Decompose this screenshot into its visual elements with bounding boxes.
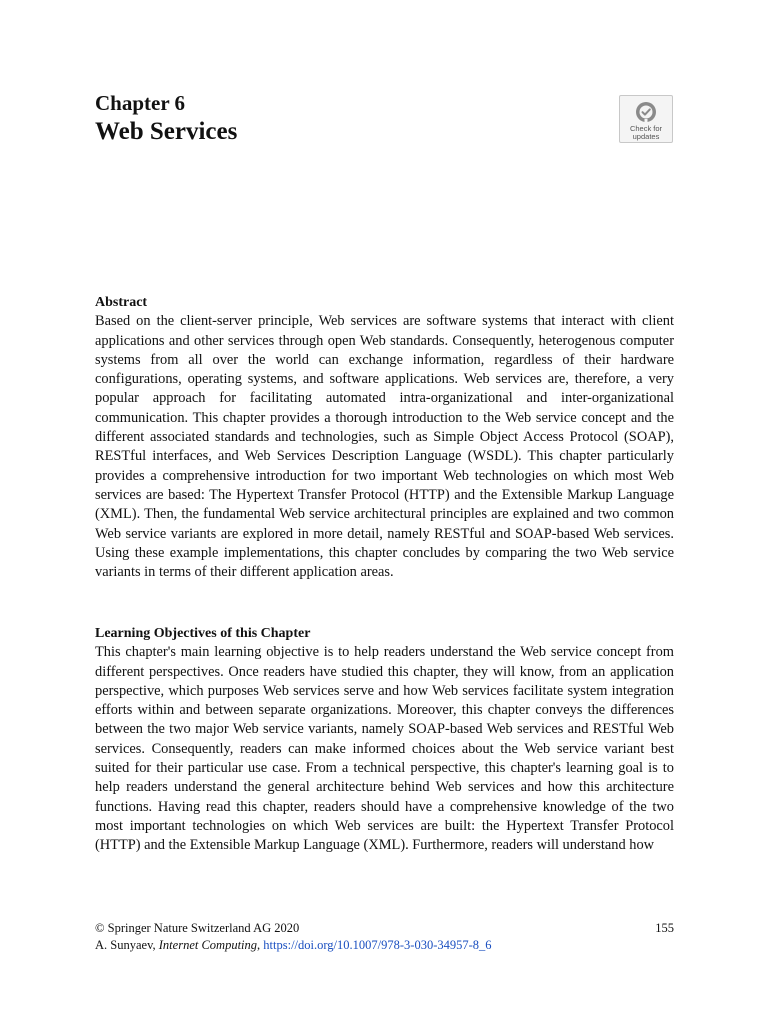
citation-separator: , [257, 938, 264, 952]
author-name: A. Sunyaev, [95, 938, 159, 952]
check-for-updates-text: Check for updates [629, 124, 663, 141]
chapter-label: Chapter 6 [95, 91, 186, 115]
book-title: Internet Computing [158, 938, 258, 952]
chapter-title: Web Services [95, 118, 238, 145]
page [95, 0, 674, 1024]
check-for-updates-icon [634, 100, 658, 124]
page-number: 155 [655, 921, 674, 935]
abstract-heading: Abstract [95, 295, 148, 310]
copyright-notice: © Springer Nature Switzerland AG 2020 [95, 921, 300, 935]
learning-objectives-section [95, 624, 674, 856]
doi-link[interactable]: https://doi.org/10.1007/978-3-030-34957-8_6 [263, 938, 492, 952]
citation-line [95, 937, 674, 954]
abstract-body: Based on the client-server principle, Web services are software systems that interact with client applications and other services through open Web standards. Consequently, heterogenous computer systems from all over the world can exchange information, regardless of their hardware configurations, operating systems, and software applications. Web services are, therefore, a very popular approach for facilitating automated intra-organizational and inter-organizational communication. This chapter provides a thorough introduction to the Web service concept and the different associated standards and technologies, such as Simple Object Access Protocol (SOAP), RESTful interfaces, and Web Services Description Language (WSDL). This chapter particularly provides a comprehensive introduction for two important Web technologies on which most Web services are based: The Hypertext Transfer Protocol (HTTP) and the Extensible Markup Language (XML). Then, the fundamental Web service architectural principles are explained and two common Web service variants are explored in more detail, namely RESTful and SOAP-based Web services. Using these example implementations, this chapter concludes by comparing the two Web service variants in terms of their different application areas. [95, 313, 674, 581]
learning-objectives-heading: Learning Objectives of this Chapter [95, 626, 311, 641]
learning-objectives-body: This chapter's main learning objective is to help readers understand the Web service concept from different perspectives. Once readers have studied this chapter, they will know, from an application perspective, which purposes Web services serve and how Web services facilitate system integration efforts within and between separate organizations. Moreover, this chapter conveys the differences between the two major Web service variants, namely SOAP-based Web services and RESTful Web services. Consequently, readers can make informed choices about the Web service variant best suited for their particular use case. From a technical perspective, this chapter's learning goal is to help readers understand the general architecture behind Web services and how this architecture functions. Having read this chapter, readers should have a comprehensive knowledge of the two most important technologies on which Web services are built: the Hypertext Transfer Protocol (HTTP) and the Extensible Markup Language (XML). Furthermore, readers will understand how [95, 644, 674, 854]
page-footer [95, 920, 674, 954]
check-for-updates-badge[interactable] [619, 95, 673, 143]
footer-top-row [95, 920, 674, 937]
abstract-section [95, 293, 674, 582]
